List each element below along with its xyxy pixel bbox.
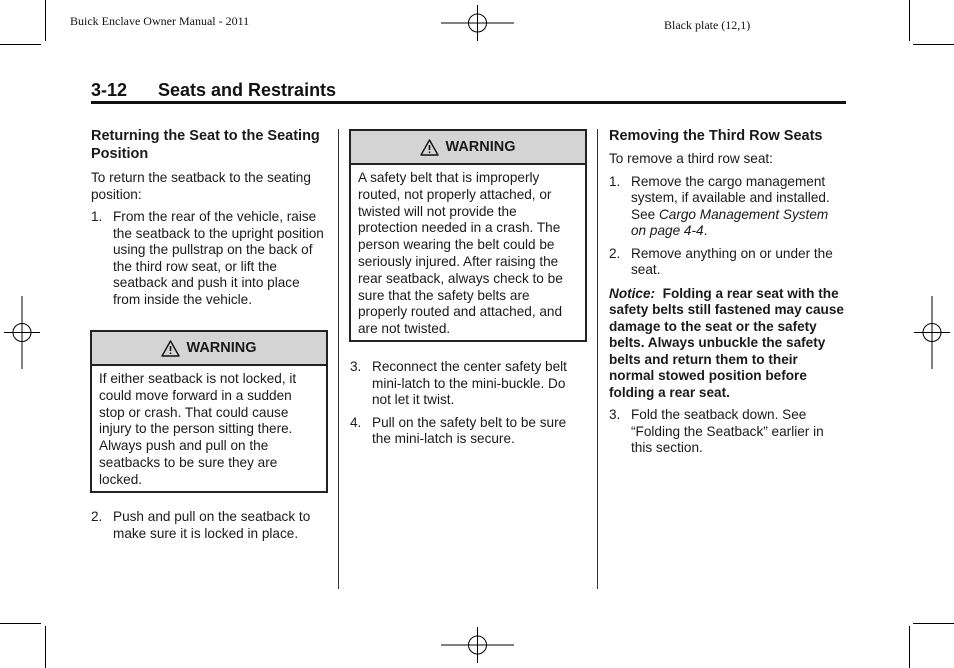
column-2 — [350, 359, 587, 448]
registration-mark-bottom — [441, 627, 514, 663]
notice-label: Notice: — [609, 285, 656, 301]
step-number: 1. — [91, 209, 103, 224]
warning-label: WARNING — [186, 340, 257, 356]
step-number: 2. — [91, 509, 103, 524]
step-number: 3. — [609, 407, 621, 422]
step-text-end: . — [703, 223, 708, 238]
registration-mark-left — [4, 296, 40, 369]
step-text: Remove the cargo management system, if available and installed. See — [631, 173, 830, 222]
step-item — [609, 407, 846, 457]
warning-triangle-icon — [161, 340, 180, 357]
column-1-continued — [91, 509, 328, 542]
step-text: Reconnect the center safety belt mini-latch to the mini-buckle. Do not let it twist. — [372, 359, 567, 407]
step-item — [91, 509, 328, 542]
step-number: 3. — [350, 359, 362, 374]
intro-text: To remove a third row seat: — [609, 151, 773, 166]
step-text: Push and pull on the seatback to make sure it is locked in place. — [113, 509, 311, 541]
step-item — [609, 246, 846, 279]
intro-text: To return the seatback to the seating position: — [91, 170, 311, 202]
warning-text: If either seatback is not locked, it could move forward in a sudden stop or crash. That could cause injury to the person sitting there. Always push and pull on the seatbacks to be sure they are locked. — [99, 371, 297, 487]
section-heading: Returning the Seat to the Seating Position — [91, 128, 320, 162]
print-header-left: Buick Enclave Owner Manual - 2011 — [70, 14, 250, 28]
warning-label: WARNING — [445, 139, 516, 155]
notice-text: Folding a rear seat with the safety belts still fastened may cause damage to the seat or the safety belts. Always unbuckle the safety belts and return them to their normal stowed position before folding a rear seat. — [609, 285, 844, 400]
warning-box — [90, 330, 328, 493]
cross-reference-link[interactable]: Cargo Management System on page 4-4 — [631, 206, 829, 238]
step-item — [350, 359, 587, 409]
column-divider-1 — [338, 129, 339, 589]
step-text: Pull on the safety belt to be sure the mini-latch is secure. — [372, 414, 567, 446]
warning-header — [92, 332, 326, 366]
print-header-right: Black plate (12,1) — [664, 18, 751, 32]
column-3 — [609, 127, 846, 457]
step-number: 4. — [350, 414, 362, 430]
step-text: Remove anything on or under the seat. — [631, 245, 833, 277]
column-1 — [91, 127, 328, 308]
page-header — [91, 80, 336, 101]
column-divider-2 — [597, 129, 598, 589]
step-text: From the rear of the vehicle, raise the seatback to the upright position using the pullstrap on the back of the third row seat, or lift the seatback and push it into place from inside the vehicle. — [113, 209, 324, 307]
header-rule — [91, 101, 846, 104]
registration-mark-right — [914, 296, 950, 369]
warning-box — [349, 129, 587, 342]
page-number: 3-12 — [91, 80, 128, 100]
warning-text: A safety belt that is improperly routed, not properly attached, or twisted will not provide the protection needed in a crash. The person wearing the belt could be seriously injured. After raising the rear seatback, always check to be sure that the safety belts are properly routed and attached, and are not twisted. — [358, 170, 563, 337]
step-text: Fold the seatback down. See “Folding the Seatback” earlier in this section. — [631, 407, 824, 455]
warning-triangle-icon — [420, 139, 439, 156]
notice-paragraph — [609, 286, 846, 402]
section-heading: Removing the Third Row Seats — [609, 128, 823, 144]
warning-header — [351, 131, 585, 165]
section-title: Seats and Restraints — [158, 80, 337, 100]
step-number: 1. — [609, 173, 621, 189]
step-item — [609, 174, 846, 240]
registration-mark-top — [441, 5, 514, 41]
step-number: 2. — [609, 245, 621, 261]
step-item — [350, 415, 587, 448]
step-item — [91, 209, 328, 308]
